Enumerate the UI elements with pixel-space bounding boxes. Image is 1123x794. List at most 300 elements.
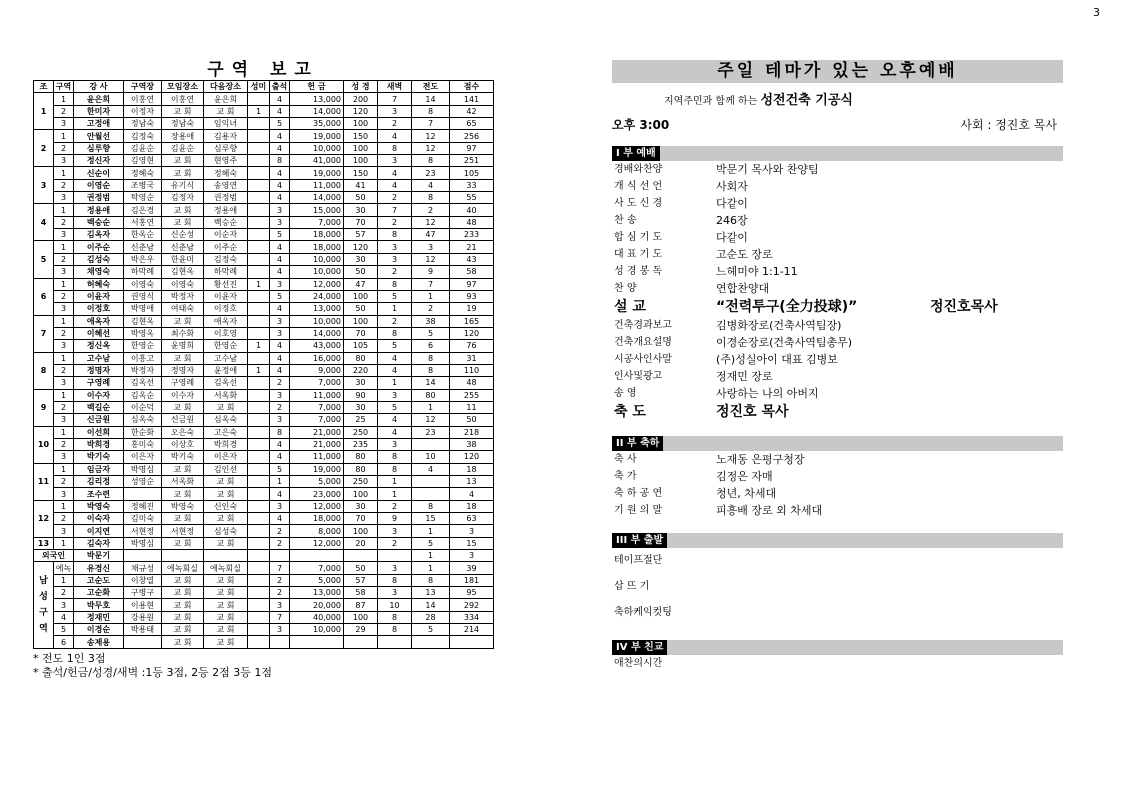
report-cell: 18,000 xyxy=(290,513,344,525)
blessing-row xyxy=(612,402,1063,422)
report-cell: 1 xyxy=(412,290,450,302)
program-key: 건축개요설명 xyxy=(614,337,672,348)
report-cell: 7,000 xyxy=(290,216,344,228)
program-value: 김병화장로(건축사역팀장) xyxy=(716,319,842,332)
report-cell xyxy=(248,93,270,105)
report-cell: 박영숙 xyxy=(162,500,204,512)
report-row xyxy=(34,426,494,438)
report-cell: 이흥고 xyxy=(124,352,162,364)
report-cell: 1 xyxy=(248,340,270,352)
report-cell: 3 xyxy=(378,241,412,253)
report-cell: 김미숙 xyxy=(124,513,162,525)
report-cell: 3 xyxy=(54,266,74,278)
report-cell: 교 회 xyxy=(162,216,204,228)
report-cell: 19 xyxy=(450,303,494,315)
report-cell xyxy=(248,253,270,265)
report-cell xyxy=(450,636,494,648)
report-cell: 4 xyxy=(270,93,290,105)
report-cell: 김용자 xyxy=(204,130,248,142)
program-value: 정재민 장로 xyxy=(716,370,773,383)
report-cell: 1 xyxy=(54,500,74,512)
group-cell: 4 xyxy=(34,204,54,241)
report-row xyxy=(34,537,494,549)
report-cell: 3 xyxy=(54,377,74,389)
report-cell: 65 xyxy=(450,118,494,130)
part4-header xyxy=(612,640,1063,655)
report-row xyxy=(34,93,494,105)
report-cell xyxy=(248,550,270,562)
report-cell: 조수련 xyxy=(74,488,124,500)
report-cell: 교 회 xyxy=(162,463,204,475)
report-cell: 97 xyxy=(450,278,494,290)
report-cell: 한옥순 xyxy=(124,229,162,241)
report-cell: 이은자 xyxy=(124,451,162,463)
report-cell: 8 xyxy=(412,352,450,364)
report-cell: 4 xyxy=(270,303,290,315)
report-cell: 1 xyxy=(54,463,74,475)
report-cell xyxy=(248,463,270,475)
report-cell: 정신자 xyxy=(74,155,124,167)
service-time: 오후 3:00 xyxy=(612,118,670,132)
program-row xyxy=(612,212,1063,229)
program-key: 기 원 의 말 xyxy=(614,505,663,516)
report-cell: 8 xyxy=(378,574,412,586)
report-cell: 허혜숙 xyxy=(74,278,124,290)
report-header-cell: 성미 xyxy=(248,81,270,93)
report-cell: 10 xyxy=(412,451,450,463)
report-cell: 100 xyxy=(344,525,378,537)
report-cell: 유경신 xyxy=(74,562,124,574)
report-cell: 윤정애 xyxy=(204,364,248,376)
program-value: 246장 xyxy=(716,214,748,227)
report-cell: 이지연 xyxy=(74,525,124,537)
report-cell: 4 xyxy=(270,241,290,253)
report-cell: 105 xyxy=(344,340,378,352)
report-cell: 3 xyxy=(450,550,494,562)
report-cell: 4 xyxy=(378,179,412,191)
report-cell: 3 xyxy=(54,488,74,500)
report-cell: 박희경 xyxy=(74,438,124,450)
report-cell xyxy=(248,266,270,278)
report-cell: 이순자 xyxy=(204,229,248,241)
report-cell: 2 xyxy=(378,537,412,549)
report-cell: 김정숙 xyxy=(124,130,162,142)
report-cell: 11,000 xyxy=(290,389,344,401)
report-cell: 3 xyxy=(54,340,74,352)
report-cell: 1 xyxy=(54,352,74,364)
report-cell: 4 xyxy=(270,364,290,376)
program-row xyxy=(612,451,1063,468)
report-row xyxy=(34,525,494,537)
report-cell: 교 회 xyxy=(204,587,248,599)
report-cell xyxy=(248,167,270,179)
report-cell xyxy=(248,599,270,611)
report-cell: 12 xyxy=(412,414,450,426)
report-cell: 165 xyxy=(450,315,494,327)
report-row xyxy=(34,500,494,512)
report-cell xyxy=(248,377,270,389)
report-cell: 교 회 xyxy=(204,488,248,500)
report-cell xyxy=(344,636,378,648)
report-row xyxy=(34,587,494,599)
report-cell: 70 xyxy=(344,327,378,339)
report-cell: 8 xyxy=(412,192,450,204)
report-cell: 20 xyxy=(344,537,378,549)
report-cell xyxy=(248,500,270,512)
report-cell: 7,000 xyxy=(290,414,344,426)
report-cell: 48 xyxy=(450,377,494,389)
report-row xyxy=(34,229,494,241)
group-cell: 10 xyxy=(34,426,54,463)
report-cell: 3 xyxy=(270,500,290,512)
report-cell: 8 xyxy=(412,105,450,117)
program-key: 축하케익컷팅 xyxy=(614,607,672,618)
report-cell: 2 xyxy=(54,364,74,376)
report-cell: 3 xyxy=(270,624,290,636)
report-row xyxy=(34,290,494,302)
report-cell: 3 xyxy=(270,204,290,216)
report-cell: 이순덕 xyxy=(124,401,162,413)
report-cell: 4 xyxy=(378,167,412,179)
report-cell: 3 xyxy=(378,438,412,450)
report-cell: 신순이 xyxy=(74,167,124,179)
note-line: * 출석/헌금/성경/새벽 :1등 3점, 2등 2점 3등 1점 xyxy=(33,665,273,679)
report-cell: 7 xyxy=(270,562,290,574)
page-number: 3 xyxy=(1093,6,1100,19)
report-cell: 8,000 xyxy=(290,525,344,537)
report-cell xyxy=(204,550,248,562)
report-cell: 14 xyxy=(412,93,450,105)
report-cell: 9,000 xyxy=(290,364,344,376)
report-cell: 이정호 xyxy=(204,303,248,315)
program-row xyxy=(612,385,1063,402)
report-cell: 심루향 xyxy=(204,142,248,154)
report-row xyxy=(34,105,494,117)
program-value: 연합찬양대 xyxy=(716,282,770,295)
report-cell: 김인선 xyxy=(204,463,248,475)
report-cell xyxy=(248,438,270,450)
report-cell: 정재민 xyxy=(74,611,124,623)
report-cell: 15,000 xyxy=(290,204,344,216)
report-cell: 10,000 xyxy=(290,624,344,636)
report-cell: 고순도 xyxy=(74,574,124,586)
report-cell: 13,000 xyxy=(290,303,344,315)
report-cell: 3 xyxy=(412,241,450,253)
program-row xyxy=(612,334,1063,351)
report-cell: 28 xyxy=(412,611,450,623)
report-cell xyxy=(248,624,270,636)
report-cell: 교 회 xyxy=(162,204,204,216)
group-cell: 6 xyxy=(34,278,54,315)
report-cell xyxy=(248,451,270,463)
report-cell: 2 xyxy=(378,500,412,512)
group-cell: 8 xyxy=(34,352,54,389)
report-cell: 고은숙 xyxy=(204,426,248,438)
report-cell: 235 xyxy=(344,438,378,450)
report-cell: 교 회 xyxy=(162,167,204,179)
report-cell: 2 xyxy=(54,327,74,339)
report-cell: 39 xyxy=(450,562,494,574)
service-program xyxy=(612,60,1063,672)
report-cell: 8 xyxy=(378,463,412,475)
report-cell: 218 xyxy=(450,426,494,438)
report-cell: 4 xyxy=(270,266,290,278)
report-cell: 250 xyxy=(344,426,378,438)
report-cell: 150 xyxy=(344,130,378,142)
sermon-preacher: 정진호목사 xyxy=(930,299,998,315)
report-cell xyxy=(248,636,270,648)
report-cell: 8 xyxy=(412,500,450,512)
report-cell: 김윤순 xyxy=(124,142,162,154)
program-key: 사 도 신 경 xyxy=(614,198,663,209)
program-value: 고순도 장로 xyxy=(716,248,773,261)
report-row xyxy=(34,513,494,525)
report-header-cell: 강 사 xyxy=(74,81,124,93)
report-cell: 7,000 xyxy=(290,377,344,389)
report-cell: 50 xyxy=(344,192,378,204)
report-cell: 2 xyxy=(412,303,450,315)
report-row xyxy=(34,142,494,154)
report-cell: 강용원 xyxy=(124,611,162,623)
report-cell: 2 xyxy=(54,587,74,599)
report-cell: 고수남 xyxy=(74,352,124,364)
report-cell: 김옥선 xyxy=(204,377,248,389)
program-value: 피흥배 장로 외 차세대 xyxy=(716,504,823,517)
report-cell: 13 xyxy=(412,587,450,599)
report-row xyxy=(34,550,494,562)
report-cell: 2 xyxy=(378,266,412,278)
report-cell xyxy=(248,216,270,228)
report-cell: 교 회 xyxy=(162,155,204,167)
report-row xyxy=(34,636,494,648)
report-cell: 93 xyxy=(450,290,494,302)
group-cell: 2 xyxy=(34,130,54,167)
report-cell: 박명심 xyxy=(124,537,162,549)
program-key: 찬 양 xyxy=(614,283,637,294)
program-value: 사랑하는 나의 아버지 xyxy=(716,387,819,400)
report-row xyxy=(34,463,494,475)
report-cell: 1 xyxy=(54,574,74,586)
program-key: 성 경 봉 독 xyxy=(614,266,663,277)
report-cell: 2 xyxy=(54,253,74,265)
program-row xyxy=(612,263,1063,280)
report-cell: 교 회 xyxy=(162,599,204,611)
program-key: 대 표 기 도 xyxy=(614,249,663,260)
report-cell: 220 xyxy=(344,364,378,376)
report-cell: 6 xyxy=(54,636,74,648)
subtitle-prefix: 지역주민과 함께 하는 xyxy=(664,96,758,107)
report-cell: 이은자 xyxy=(204,451,248,463)
district-report xyxy=(33,60,493,680)
report-cell xyxy=(248,142,270,154)
group-cell: 11 xyxy=(34,463,54,500)
report-cell xyxy=(248,130,270,142)
report-cell: 30 xyxy=(344,401,378,413)
report-cell: 김현옥 xyxy=(124,315,162,327)
group-cell: 3 xyxy=(34,167,54,204)
report-cell: 교 회 xyxy=(204,574,248,586)
program-key: 축 가 xyxy=(614,471,637,482)
report-cell: 신인숙 xyxy=(204,500,248,512)
program-key: 애찬의시간 xyxy=(614,658,663,669)
report-cell: 이주순 xyxy=(74,241,124,253)
report-cell: 15 xyxy=(412,513,450,525)
report-cell: 에녹회실 xyxy=(162,562,204,574)
report-cell: 8 xyxy=(378,624,412,636)
report-header-row xyxy=(34,81,494,93)
report-cell: 41 xyxy=(344,179,378,191)
report-cell xyxy=(412,488,450,500)
report-cell: 교 회 xyxy=(162,636,204,648)
report-cell: 이수자 xyxy=(162,389,204,401)
report-cell: 3 xyxy=(378,105,412,117)
report-cell: 8 xyxy=(378,278,412,290)
report-cell: 100 xyxy=(344,315,378,327)
report-cell: 한미자 xyxy=(74,105,124,117)
report-cell xyxy=(248,574,270,586)
report-cell: 100 xyxy=(344,290,378,302)
report-cell: 5 xyxy=(270,229,290,241)
report-cell: 1 xyxy=(412,525,450,537)
program-key: 찬 송 xyxy=(614,215,637,226)
report-cell: 1 xyxy=(54,315,74,327)
report-cell: 이윤자 xyxy=(204,290,248,302)
report-cell: 4 xyxy=(270,352,290,364)
report-cell: 24,000 xyxy=(290,290,344,302)
report-cell: 4 xyxy=(270,192,290,204)
report-row xyxy=(34,414,494,426)
report-cell: 2 xyxy=(270,587,290,599)
report-cell xyxy=(412,636,450,648)
report-row xyxy=(34,118,494,130)
report-cell: 13,000 xyxy=(290,587,344,599)
report-cell: 15 xyxy=(450,537,494,549)
part1-header xyxy=(612,146,1063,161)
report-cell: 구영례 xyxy=(162,377,204,389)
report-cell: 4 xyxy=(270,451,290,463)
report-cell: 김윤순 xyxy=(162,142,204,154)
report-cell xyxy=(344,550,378,562)
report-cell: 윤은희 xyxy=(74,93,124,105)
report-cell: 4 xyxy=(270,340,290,352)
report-cell: 23 xyxy=(412,167,450,179)
report-row xyxy=(34,327,494,339)
report-header-cell: 구역장 xyxy=(124,81,162,93)
report-cell: 1 xyxy=(412,562,450,574)
report-cell: 송제용 xyxy=(74,636,124,648)
service-title: 주일 테마가 있는 오후예배 xyxy=(612,60,1063,83)
report-cell: 1 xyxy=(54,278,74,290)
report-row xyxy=(34,253,494,265)
report-cell xyxy=(248,118,270,130)
report-cell: 오은숙 xyxy=(162,426,204,438)
report-cell: 1 xyxy=(378,488,412,500)
report-cell xyxy=(248,229,270,241)
report-cell: 정신옥 xyxy=(74,340,124,352)
report-row xyxy=(34,167,494,179)
report-row xyxy=(34,611,494,623)
report-cell: 100 xyxy=(344,611,378,623)
report-cell xyxy=(378,636,412,648)
report-cell: 교 회 xyxy=(162,513,204,525)
program-key: 경배와찬양 xyxy=(614,164,663,175)
report-cell: 16,000 xyxy=(290,352,344,364)
report-cell xyxy=(248,562,270,574)
report-cell: 8 xyxy=(270,155,290,167)
blessing-value: 정진호 목사 xyxy=(716,404,789,420)
report-row xyxy=(34,179,494,191)
report-cell: 3 xyxy=(378,587,412,599)
report-cell xyxy=(248,327,270,339)
report-title: 구역 보고 xyxy=(207,60,319,80)
report-cell: 80 xyxy=(344,463,378,475)
report-cell: 여태숙 xyxy=(162,303,204,315)
report-cell: 이수자 xyxy=(74,389,124,401)
report-cell: 11,000 xyxy=(290,451,344,463)
report-cell: 4 xyxy=(270,438,290,450)
report-cell: 4 xyxy=(412,463,450,475)
report-cell: 윤명희 xyxy=(162,340,204,352)
report-cell: 233 xyxy=(450,229,494,241)
report-cell: 21,000 xyxy=(290,438,344,450)
program-row xyxy=(612,229,1063,246)
report-cell: 4 xyxy=(270,167,290,179)
report-cell: 2 xyxy=(54,216,74,228)
report-cell: 한영순 xyxy=(204,340,248,352)
report-cell: 박용태 xyxy=(124,624,162,636)
report-cell: 30 xyxy=(344,204,378,216)
report-cell: 35,000 xyxy=(290,118,344,130)
report-cell: 12 xyxy=(412,253,450,265)
report-cell: 교 회 xyxy=(204,636,248,648)
report-cell: 87 xyxy=(344,599,378,611)
report-cell: 에녹회실 xyxy=(204,562,248,574)
report-cell: 14 xyxy=(412,377,450,389)
program-key: 개 식 선 언 xyxy=(614,181,663,192)
report-cell: 18,000 xyxy=(290,229,344,241)
report-cell: 윤은희 xyxy=(204,93,248,105)
report-cell: 김옥선 xyxy=(124,377,162,389)
report-cell: 1 xyxy=(54,241,74,253)
report-cell: 100 xyxy=(344,142,378,154)
report-cell: 1 xyxy=(412,550,450,562)
report-cell: 1 xyxy=(270,476,290,488)
report-cell: 4 xyxy=(378,426,412,438)
report-cell: 3 xyxy=(270,216,290,228)
report-cell: 58 xyxy=(450,266,494,278)
report-cell: 3 xyxy=(54,155,74,167)
report-cell: 조병국 xyxy=(124,179,162,191)
report-cell: 255 xyxy=(450,389,494,401)
group-cell: 7 xyxy=(34,315,54,352)
report-cell: 박영숙 xyxy=(74,500,124,512)
report-cell: 334 xyxy=(450,611,494,623)
report-cell: 교 회 xyxy=(162,624,204,636)
report-cell xyxy=(290,550,344,562)
report-cell: 박영옥 xyxy=(124,327,162,339)
program-row xyxy=(612,655,1063,672)
report-cell xyxy=(270,550,290,562)
report-cell: 이정자 xyxy=(124,105,162,117)
report-cell: 정용애 xyxy=(74,204,124,216)
report-cell: 14,000 xyxy=(290,192,344,204)
report-cell: 5 xyxy=(270,290,290,302)
report-cell: 90 xyxy=(344,389,378,401)
report-cell xyxy=(248,488,270,500)
report-cell: 4 xyxy=(378,352,412,364)
program-value: 김정은 자매 xyxy=(716,470,773,483)
report-cell: 100 xyxy=(344,155,378,167)
